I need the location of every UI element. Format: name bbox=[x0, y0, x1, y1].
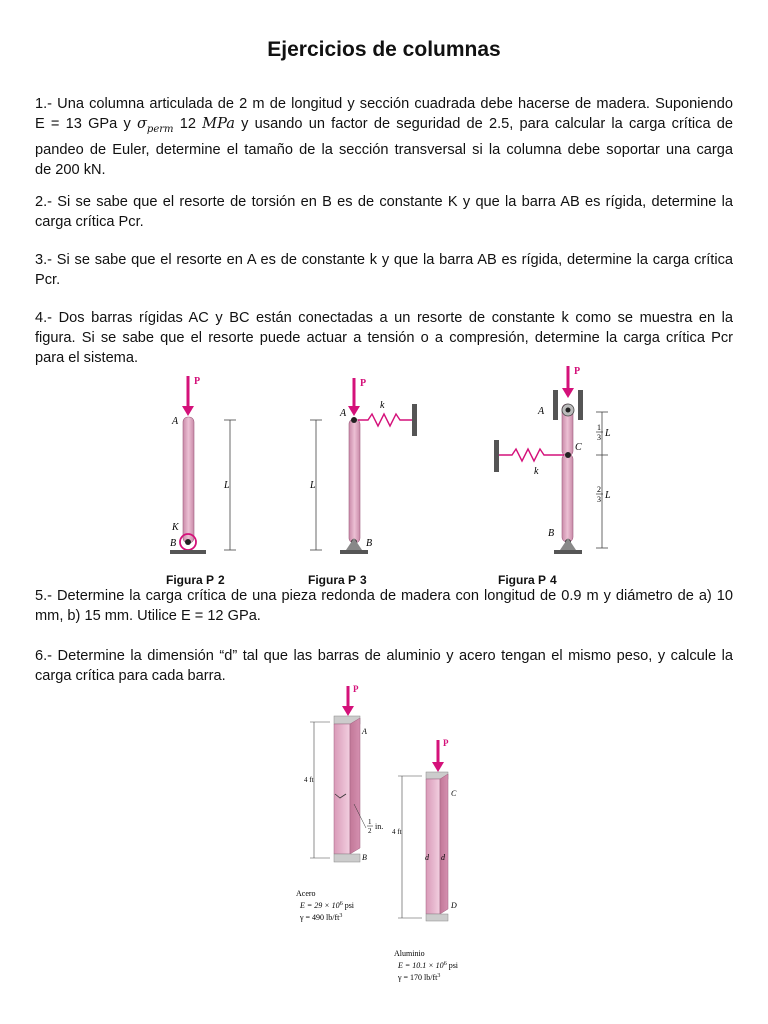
problem-2-line-2: carga crítica Pcr. bbox=[35, 214, 144, 230]
problem-6-line-2: carga crítica para cada barra. bbox=[35, 668, 226, 684]
problem-5-line-2: mm, b) 15 mm. Utilice E = 12 GPa. bbox=[35, 608, 261, 624]
label-p4-A: A bbox=[538, 406, 545, 417]
label-steel-thickness: in. bbox=[375, 822, 384, 831]
svg-text:1: 1 bbox=[368, 818, 372, 826]
label-p2-B: B bbox=[170, 538, 177, 549]
label-p4-C: C bbox=[575, 442, 582, 453]
figures-p2-p4 bbox=[150, 362, 630, 588]
steel-gamma: γ = 490 $lb/ft^3$ bbox=[300, 913, 343, 922]
problem-1-line-4: de 200 kN. bbox=[35, 161, 106, 178]
steel-column bbox=[296, 684, 383, 922]
label-p4-L-top: L bbox=[605, 428, 611, 439]
label-p2-K: K bbox=[172, 522, 179, 533]
steel-name: Acero bbox=[296, 889, 316, 898]
page-title: Ejercicios de columnas bbox=[267, 38, 501, 61]
aluminum-gamma: γ = 170 $lb/ft^3$ bbox=[398, 973, 441, 982]
label-aluminum-D: D bbox=[451, 901, 457, 910]
pin-support-p4 bbox=[560, 538, 576, 550]
caption-p3: Figura P 3 bbox=[308, 573, 367, 587]
problem-1-line-1: 1.- Una columna articulada de 2 m de longitud y sección cuadrada debe hacerse de madera. Suponiendo bbox=[35, 96, 733, 112]
problem-3-line-2: Pcr. bbox=[35, 272, 61, 288]
problem-4-line-1: 4.- Dos barras rígidas AC y BC están conectadas a un resorte de constante k como se muestra en la bbox=[35, 310, 733, 326]
label-p3-A: A bbox=[340, 408, 347, 419]
figure-p6 bbox=[280, 682, 500, 992]
problem-1 bbox=[35, 94, 733, 180]
label-aluminum-d1: d bbox=[425, 853, 429, 862]
svg-text:2: 2 bbox=[368, 827, 372, 835]
problem-5-line-1: 5.- Determine la carga crítica de una pieza redonda de madera con longitud de 0.9 m y diámetro de a) 10 bbox=[35, 588, 733, 604]
label-steel-B: B bbox=[362, 853, 367, 862]
label-aluminum-C: C bbox=[451, 789, 457, 798]
figure-p2 bbox=[166, 376, 236, 587]
problem-4-line-2: figura. Si se sabe que el resorte puede actuar a tensión o a compresión, determine la carga crítica Pcr bbox=[35, 330, 733, 346]
ground-p2 bbox=[170, 550, 206, 554]
figure-p3 bbox=[308, 378, 417, 587]
wall-p3 bbox=[412, 404, 417, 436]
load-arrowhead-p2 bbox=[182, 406, 194, 416]
label-p2-A: A bbox=[172, 416, 179, 427]
label-p2-L: L bbox=[224, 480, 230, 491]
problem-6-line-1: 6.- Determine la dimensión “d” tal que las barras de aluminio y acero tengan el mismo peso, y calcule la bbox=[35, 648, 733, 664]
label-steel-length: 4 ft bbox=[304, 776, 314, 784]
problem-4-line-3: para el sistema. bbox=[35, 350, 139, 366]
label-p3-L: L bbox=[310, 480, 316, 491]
figure-p4 bbox=[494, 366, 611, 587]
label-p3-P: P bbox=[360, 378, 367, 389]
sigma-symbol: $\sigma_{perm}$ bbox=[136, 115, 174, 135]
problem-2 bbox=[35, 192, 733, 232]
problem-1-line-3: pandeo de Euler, determine el tamaño de la sección transversal si la columna debe soportar una carga bbox=[35, 141, 733, 158]
svg-text:3: 3 bbox=[597, 433, 601, 442]
label-p3-B: B bbox=[366, 538, 373, 549]
svg-text:1: 1 bbox=[597, 423, 601, 432]
aluminum-column bbox=[392, 738, 459, 982]
problem-3 bbox=[35, 250, 733, 290]
label-steel-A: A bbox=[362, 727, 367, 736]
aluminum-name: Aluminio bbox=[394, 949, 425, 958]
aluminum-E: $E = 10.1 \times 10^6$ psi bbox=[398, 961, 459, 970]
label-p4-L-bottom: L bbox=[605, 490, 611, 501]
label-aluminum-P: P bbox=[443, 738, 449, 748]
caption-p2: Figura P 2 bbox=[166, 573, 225, 587]
label-p4-B: B bbox=[548, 528, 555, 539]
caption-p4: Figura P 4 bbox=[498, 573, 557, 587]
steel-E: $E = 29 \times 10^6$ psi bbox=[300, 901, 355, 910]
spring-p4 bbox=[499, 449, 564, 461]
svg-text:2: 2 bbox=[597, 485, 601, 494]
label-aluminum-length: 4 ft bbox=[392, 828, 402, 836]
bar-BC-p4 bbox=[562, 454, 573, 542]
label-p4-k: k bbox=[534, 466, 539, 477]
spring-p3 bbox=[358, 414, 412, 426]
label-p3-k: k bbox=[380, 400, 385, 411]
label-steel-P: P bbox=[353, 684, 359, 694]
problem-6 bbox=[35, 646, 733, 686]
label-aluminum-d2: d bbox=[441, 853, 445, 862]
problem-5 bbox=[35, 586, 733, 626]
label-p2-P: P bbox=[194, 376, 201, 387]
guide-left-p4 bbox=[553, 390, 558, 420]
svg-text:3: 3 bbox=[597, 495, 601, 504]
column-p2 bbox=[183, 417, 194, 543]
wall-p4 bbox=[494, 440, 499, 472]
label-p4-P: P bbox=[574, 366, 581, 377]
problem-2-line-1: 2.- Si se sabe que el resorte de torsión en B es de constante K y que la barra AB es rígida, determine la bbox=[35, 194, 733, 210]
column-p3 bbox=[349, 419, 360, 543]
problem-3-line-1: 3.- Si se sabe que el resorte en A es de constante k y que la barra AB es rígida, determine la carga crítica bbox=[35, 252, 733, 268]
problem-1-line-2: E = 13 GPa y $\sigma_{perm}$ 12 MPa y usando un factor de seguridad de 2.5, para calcular la carga crítica de bbox=[35, 115, 733, 135]
problem-4 bbox=[35, 308, 733, 368]
guide-right-p4 bbox=[578, 390, 583, 420]
